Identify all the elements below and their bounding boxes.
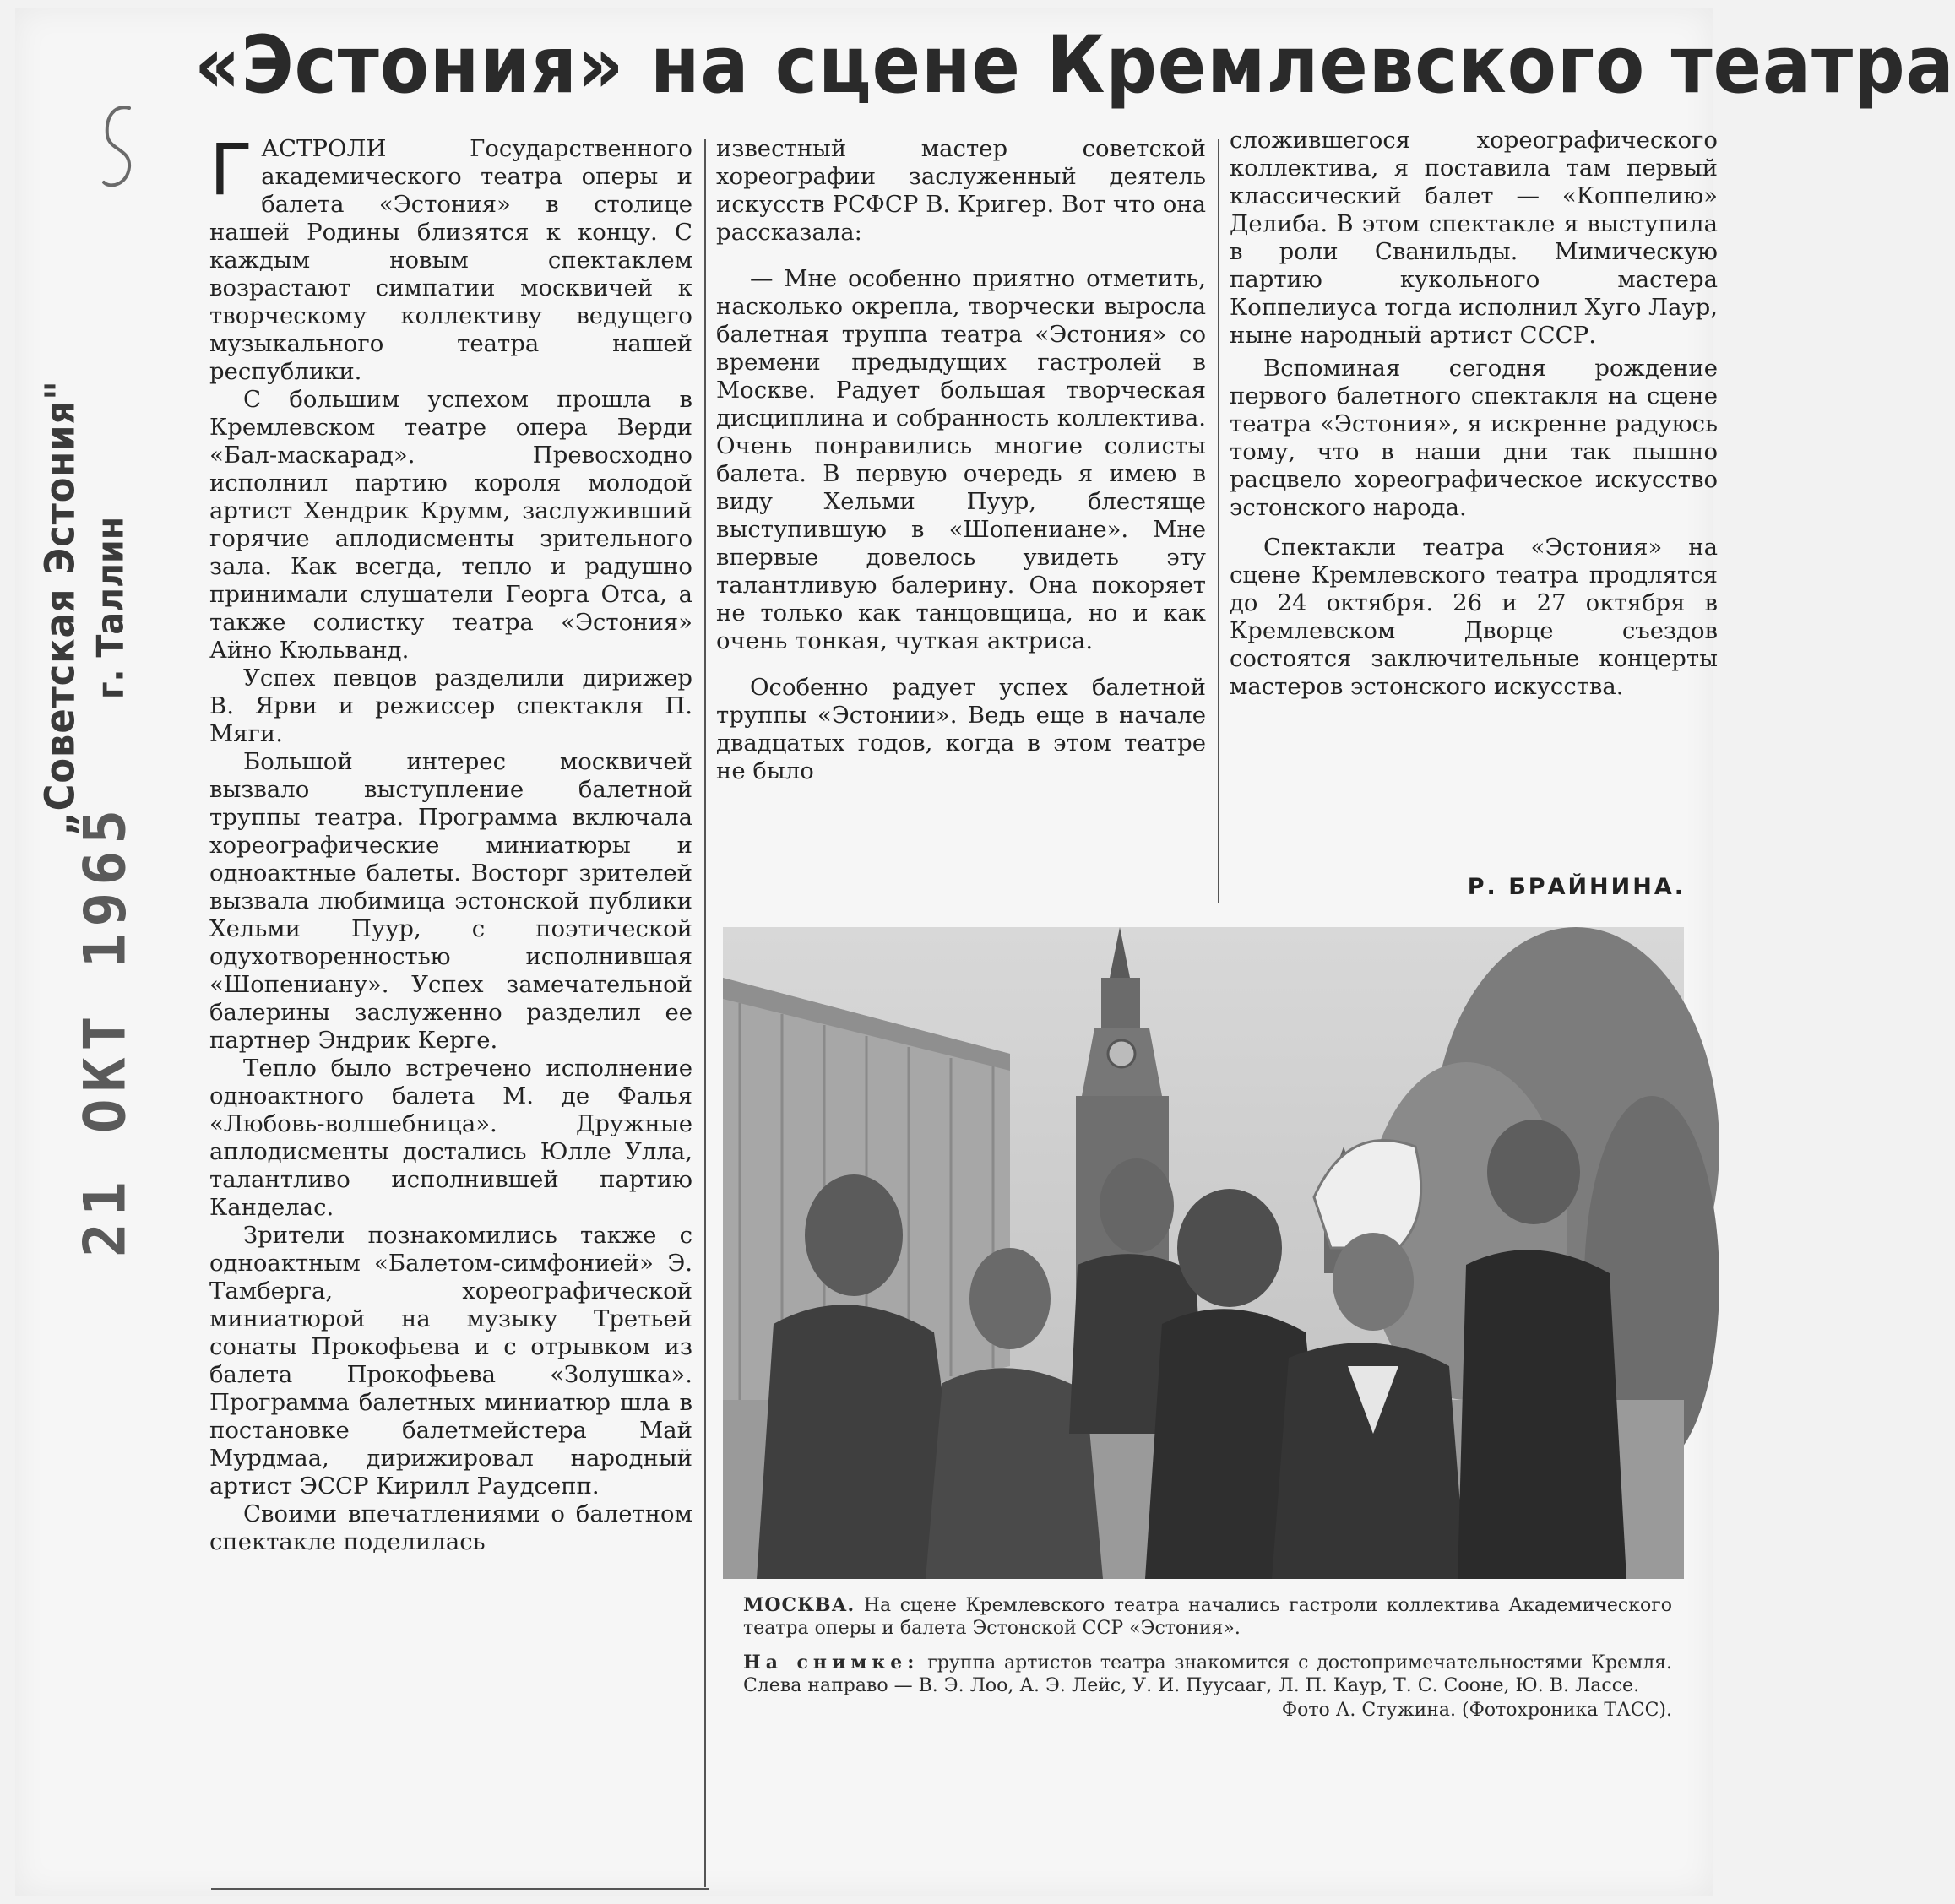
author-signature: Р. БРАЙНИНА. bbox=[1467, 874, 1686, 900]
caption-main bbox=[743, 1594, 1672, 1640]
city-name: г. Таллин bbox=[89, 516, 133, 700]
paragraph: Успех певцов разделили дирижер В. Ярви и режиссер спектакля П. Мяги. bbox=[209, 665, 692, 747]
paragraph: Тепло было встречено исполнение одноактного балета М. де Фалья «Любовь-волшебница». Дружные аплодисменты достались Юлле Улла, талантливо исполнившей партию Канделас. bbox=[209, 1055, 692, 1221]
paragraph: Зрители познакомились также с одноактным «Балетом-симфонией» Э. Тамберга, хореографической миниатюрой на музыку Третьей сонаты Прокофьева и с отрывком из балета Прокофьева «Золушка». Программа балетных миниатюр шла в постановке балетмейстера Май Мурдмаа, дирижировал народный артист ЭССР Кирилл Раудсепп. bbox=[209, 1222, 692, 1500]
photo-credit: Фото А. Стужина. (Фотохроника ТАСС). bbox=[1281, 1700, 1672, 1721]
caption-lead: МОСКВА. bbox=[743, 1594, 855, 1616]
photo-caption bbox=[743, 1594, 1672, 1722]
paragraph: — Мне особенно приятно отметить, насколько окрепла, творчески выросла балетная труппа театра «Эстония» со времени предыдущих гастролей в Москве. Радует большая творческая дисциплина и собранность коллектива. Очень понравились многие солисты балета. В первую очередь я имею в виду Хельми Пуур, блестяще выступившую в «Шопениане». Мне впервые довелось увидеть эту талантливую балерину. Она покоряет не только как танцовщица, но и как очень тонкая, чуткая актриса. bbox=[716, 265, 1206, 654]
article-column-1 bbox=[209, 128, 692, 1556]
paragraph: известный мастер советской хореографии заслуженный деятель искусств РСФСР В. Кригер. Вот что она рассказала: bbox=[716, 135, 1206, 246]
drop-cap: Г bbox=[209, 128, 253, 211]
paragraph: Большой интерес москвичей вызвало выступление балетной труппы театра. Программа включала хореографические миниатюры и одноактные балеты. Восторг зрителей вызвала любимица эстонской публики Хельми Пуур, с поэтической одухотворенностью исполнившая «Шопениану». Успех замечательной балерины заслуженно разделил ее партнер Эндрик Керге. bbox=[209, 748, 692, 1054]
caption-text: На сцене Кремлевского театра начались гастроли коллектива Академического театра оперы и балета Эстонской ССР «Эстония». bbox=[743, 1595, 1672, 1639]
bottom-rule bbox=[211, 1888, 709, 1890]
caption-on-photo-text: группа артистов театра знакомится с достопримечательностями Кремля. Слева направо — В. Э. Лоо, А. Э. Лейс, У. И. Пуусааг, Л. П. Каур, Т. С. Сооне, Ю. В. Лассе. bbox=[743, 1652, 1672, 1696]
paragraph: Своими впечатлениями о балетном спектакле поделилась bbox=[209, 1500, 692, 1555]
caption-on-photo bbox=[743, 1652, 1672, 1697]
newspaper-name: „Советская Эстония" bbox=[36, 380, 84, 836]
paragraph: ГАСТРОЛИ Государственного академического театра оперы и балета «Эстония» в столице нашей Родины близятся к концу. С каждым новым спектаклем возрастают симпатии москвичей к творческому коллективу ведущего музыкального театра нашей республики. bbox=[209, 128, 692, 385]
article-column-3 bbox=[1230, 127, 1718, 701]
article-column-2 bbox=[716, 135, 1206, 785]
paragraph: Особенно радует успех балетной труппы «Эстонии». Ведь еще в начале двадцатых годов, когда в этом театре не было bbox=[716, 674, 1206, 784]
date-stamp bbox=[51, 802, 160, 1258]
paragraph: Вспоминая сегодня рождение первого балетного спектакля на сцене театра «Эстония», я искренне радуюсь тому, что в наши дни так пышно расцвело хореографическое искусство эстонского народа. bbox=[1230, 355, 1718, 521]
column-divider bbox=[704, 139, 706, 1887]
paragraph: сложившегося хореографического коллектива, я поставила там первый классический балет — «Коппелию» Делиба. В этом спектакле я выступила в роли Сванильды. Мимическую партию кукольного мастера Коппелиуса тогда исполнил Хуго Лаур, ныне народный артист СССР. bbox=[1230, 127, 1718, 349]
photo-group-kremlin-icon bbox=[723, 927, 1684, 1579]
headline: «Эстония» на сцене Кремлевского театра bbox=[194, 19, 1955, 111]
date-stamp-text: 21 ОКТ 1965 bbox=[72, 802, 139, 1258]
column-divider bbox=[1218, 139, 1219, 903]
paragraph: Спектакли театра «Эстония» на сцене Кремлевского театра продлятся до 24 октября. 26 и 27 октября в Кремлевском Дворце съездов состоятся заключительные концерты мастеров эстонского искусства. bbox=[1230, 534, 1718, 700]
paragraph: С большим успехом прошла в Кремлевском театре опера Верди «Бал-маскарад». Превосходно исполнил партию короля молодой артист Хендрик Крумм, заслуживший горячие аплодисменты зрительного зала. Как всегда, тепло и радушно принимали слушатели Георга Отса, а также солистку театра «Эстония» Айно Кюльванд. bbox=[209, 386, 692, 664]
news-photo bbox=[723, 927, 1684, 1579]
caption-on-photo-label: На снимке: bbox=[743, 1652, 920, 1673]
pencil-mark-icon bbox=[97, 101, 139, 194]
